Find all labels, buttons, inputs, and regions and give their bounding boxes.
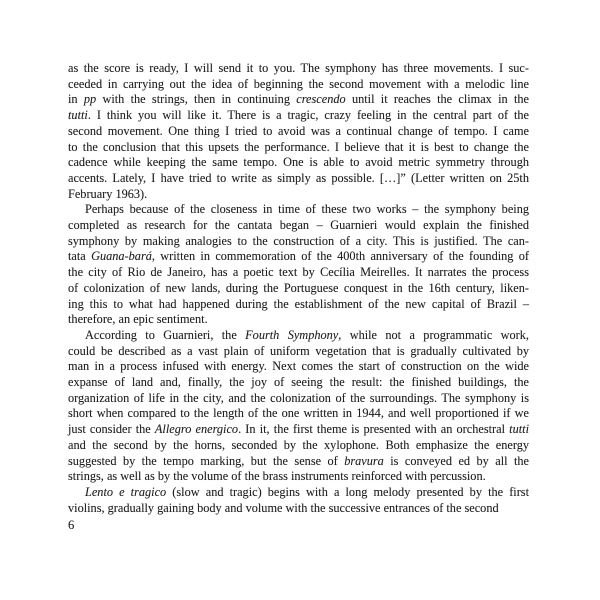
text-line: completed as research for the cantata began – Guarnieri would explain the finished: [68, 218, 529, 233]
text-line: tutti. I think you will like it. There is a tragic, crazy feeling in the central part of the: [68, 108, 529, 123]
text-line: Lento e tragico (slow and tragic) begins with a long melody presented by the first: [85, 484, 529, 499]
text-line: organization of life in the city, and the colonization of the surroundings. The symphony is: [68, 390, 529, 405]
text-line: as the score is ready, I will send it to you. The symphony has three movements. I suc-: [68, 61, 529, 75]
page-number: 6: [68, 518, 75, 532]
text-line: ing this to what had happened during the establishment of the new capital of Brazil –: [68, 296, 529, 311]
text-line: ceeded in carrying out the idea of beginning the second movement with a melodic line: [68, 76, 529, 91]
text-line: of colonization of new lands, during the Portuguese conquest in the 16th century, liken-: [68, 280, 529, 295]
text-block: [68, 61, 529, 516]
text-line: Perhaps because of the closeness in time of these two works – the symphony being: [85, 202, 529, 217]
text-line: accents. Lately, I have tried to write as simply as possible. […]” (Letter written on 25th: [68, 170, 529, 185]
text-line: in pp with the strings, then in continuing crescendo until it reaches the climax in the: [68, 92, 529, 107]
text-line: the city of Rio de Janeiro, has a poetic text by Cecília Meirelles. It narrates the process: [68, 265, 529, 280]
text-line: tata Guana-bará, written in commemoration of the 400th anniversary of the founding of: [68, 249, 529, 264]
text-line: strings, as well as by the volume of the brass instruments reinforced with percussion.: [68, 469, 486, 484]
text-line: suggested by the tempo marking, but the sense of bravura is conveyed ed by all the: [68, 453, 530, 468]
text-line: cadence while keeping the same tempo. One is able to avoid metric symmetry through: [68, 155, 529, 170]
text-line: therefore, an epic sentiment.: [68, 312, 208, 327]
text-line: According to Guarnieri, the Fourth Symphony, while not a programmatic work,: [85, 327, 529, 342]
text-line: violins, gradually gaining body and volume with the successive entrances of the second: [68, 500, 499, 515]
text-line: short when compared to the length of the one written in 1944, and well proportioned if we: [68, 406, 529, 421]
text-line: symphony by making analogies to the construction of a city. This is justified. The can-: [68, 233, 529, 248]
text-line: just consider the Allegro energico. In it, the first theme is presented with an orchestral tutti: [68, 422, 529, 437]
text-line: man in a process infused with energy. Next comes the start of construction on the wide: [68, 359, 529, 374]
text-line: February 1963).: [68, 186, 148, 201]
text-line: expanse of land and, finally, the joy of seeing the result: the finished buildings, the: [68, 375, 529, 390]
text-line: second movement. One thing I tried to avoid was a continual change of tempo. I came: [68, 123, 529, 138]
text-line: to the conclusion that this upsets the performance. I believe that it is best to change the: [68, 139, 529, 154]
text-line: could be described as a vast plain of uniform vegetation that is gradually cultivated by: [68, 343, 529, 358]
text-line: and the second by the horns, seconded by the xylophone. Both emphasize the energy: [68, 437, 529, 452]
